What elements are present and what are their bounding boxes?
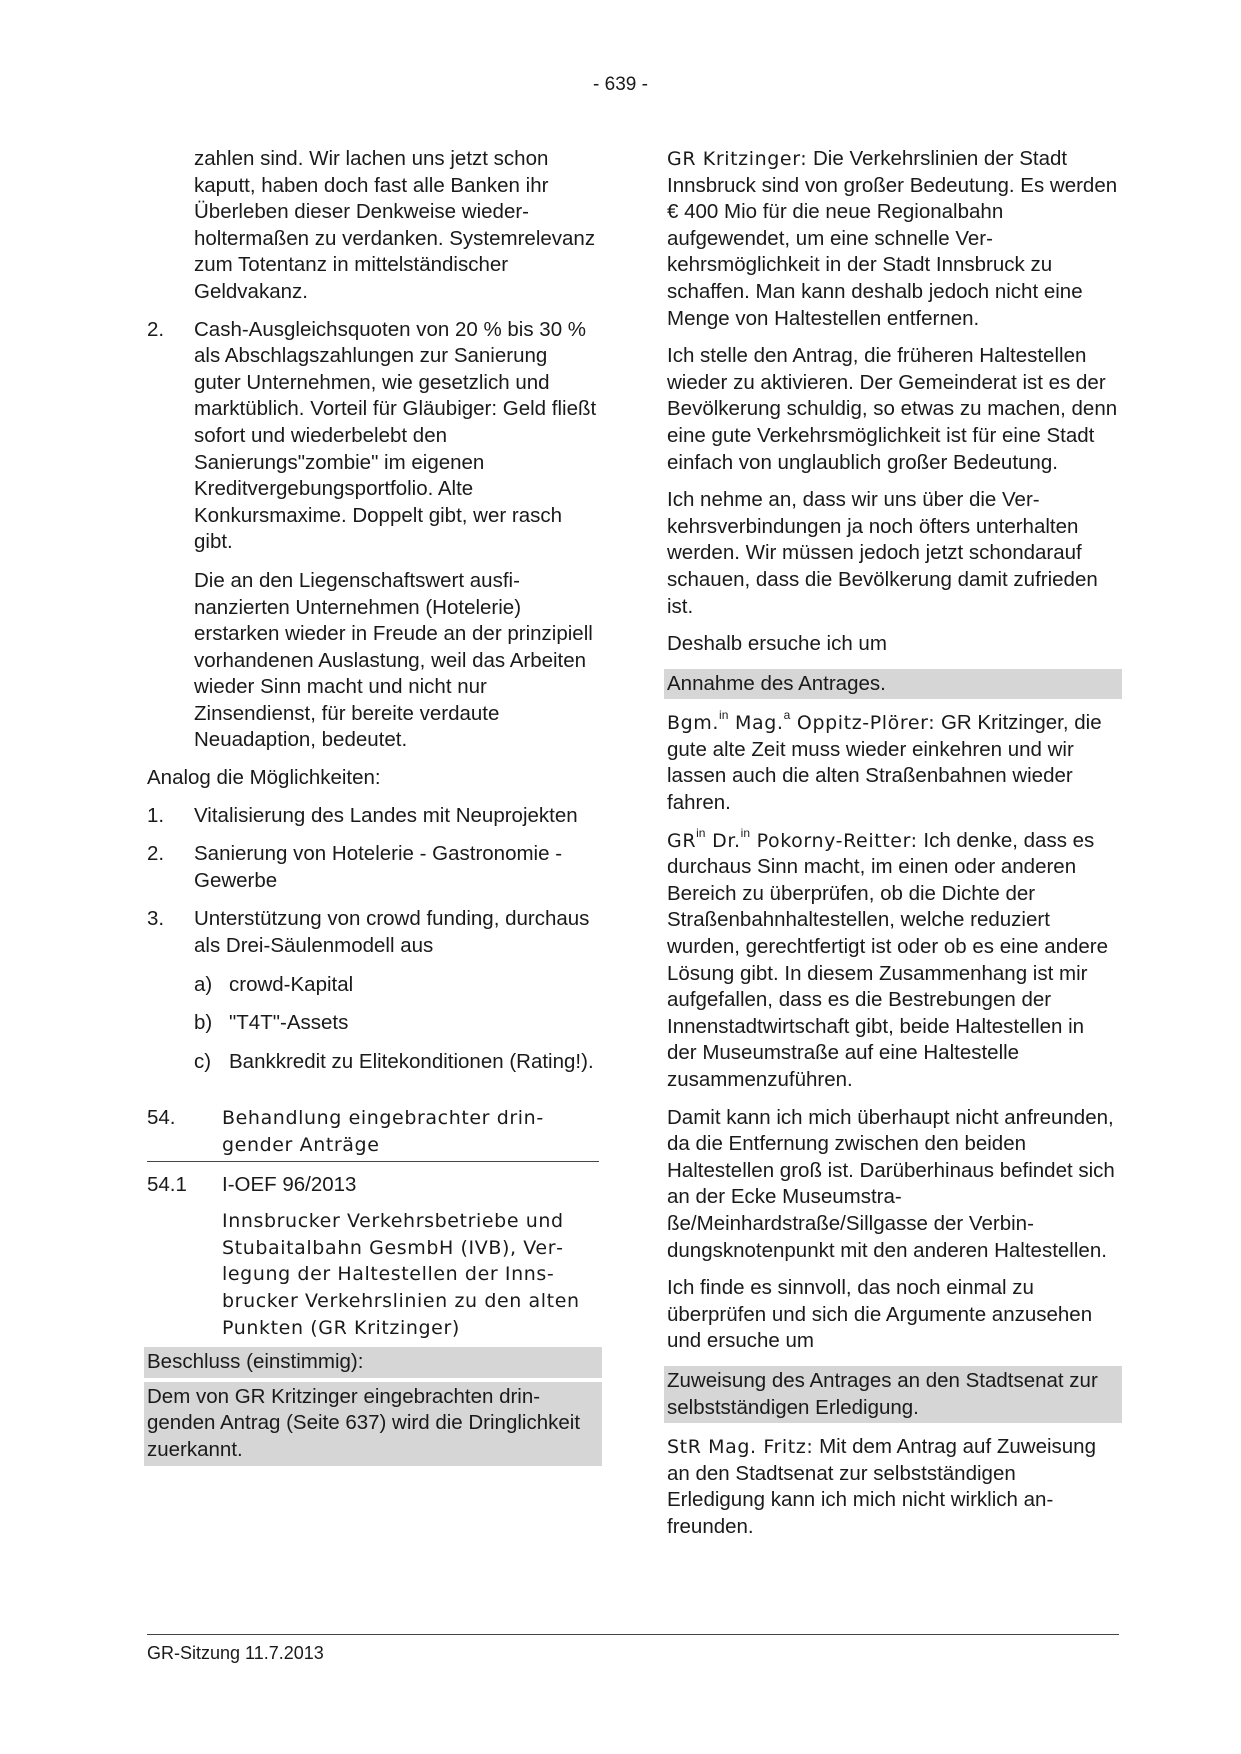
speech-paragraph [667,1434,1119,1540]
list-text: Unterstützung von crowd funding, durchaus als Drei-Säulenmodell aus [194,907,590,958]
sublist-item [194,972,599,999]
paragraph: Deshalb ersuche ich um [667,632,887,656]
motion-highlight: Zuweisung des Antrages an den Stadtsenat zur selbstständigen Erledigung. [664,1366,1122,1423]
sublist-text: crowd-Kapital [229,972,354,996]
speech-text: Ich denke, dass es durchaus Sinn macht, im einen oder anderen Bereich zu überprüfen, ob die Dichte der Straßenbahnhaltestellen, welche reduziert wurden, gerechtfertigt ist oder ob es eine andere Lösung gibt. In diesem Zusammenhang ist mir aufgefallen, dass es die Bestrebungen der Innenstadtwirtschaft gibt, beide Haltestellen in der Museumstraße auf eine Haltestelle zusammenzuführen. [667,828,1109,1091]
superscript: in [696,825,706,840]
speech-text: GR Kritzinger, die gute alte Zeit muss wieder einkehren und wir lassen auch die alten Straßenbahnen wieder fahren. [667,711,1102,815]
sublist-item [194,1010,599,1037]
decision-label: Beschluss (einstimmig): [144,1347,602,1378]
superscript: in [719,708,729,723]
subsection-number: 54.1 [147,1172,187,1196]
subsection-title: Innsbrucker Verkehrsbetriebe und Stubaitalbahn GesmbH (IVB), Verlegung der Haltestellen der Innsbrucker Verkehrslinien zu den alten Punkten (GR Kritzinger) [222,1210,580,1339]
section-number: 54. [147,1106,176,1130]
list-item [147,906,599,959]
paragraph: Die an den Liegenschaftswert ausfinanzierten Unternehmen (Hotelerie) erstarken wieder in Freude an der prinzipiell vorhandenen Auslastung, weil das Arbeiten wieder Sinn macht und nicht nur Zinsendienst, für bereite verdaute Neuadaption, bedeutet. [194,568,593,752]
list-number: 2. [147,317,165,341]
speech-text: Die Verkehrslinien der Stadt Innsbruck sind von großer Bedeutung. Es werden € 400 Mio für die neue Regionalbahn aufgewendet, um eine schnelle Verkehrsmöglichkeit in der Stadt Innsbruck zu schaffen. Man kann deshalb jedoch nicht eine Menge von Haltestellen entfernen. [667,147,1118,330]
paragraph: Ich finde es sinnvoll, das noch einmal zu überprüfen und sich die Argumente anzusehen und ersuche um [667,1276,1093,1353]
list-text: Vitalisierung des Landes mit Neuprojekten [194,803,578,827]
left-column [147,146,599,1466]
sublist-item [194,1049,599,1076]
paragraph: Damit kann ich mich überhaupt nicht anfreunden, da die Entfernung zwischen den beiden Haltestellen groß ist. Darüberhinaus befindet sich an der Ecke Museumstraße/Meinhardstraße/Sillgasse der Verbindungsknotenpunkt mit den anderen Haltestellen. [667,1105,1115,1262]
sublist-text: "T4T"-Assets [229,1011,349,1035]
footer-divider [147,1634,1119,1635]
list-text: Cash-Ausgleichsquoten von 20 % bis 30 % als Abschlagszahlungen zur Sanierung guter Unternehmen, wie gesetzlich und marktüblich. Vorteil für Gläubiger: Geld fließt sofort und wiederbelebt den Sanierungs"zombie" im eigenen Kreditvergebungsportfolio. Alte Konkursmaxime. Doppelt gibt, wer rasch gibt. [194,317,597,554]
paragraph: Ich nehme an, dass wir uns über die Verkehrsverbindungen ja noch öfters unterhalten werden. Wir müssen jedoch jetzt schondarauf schauen, dass die Bevölkerung damit zufrieden ist. [667,488,1098,618]
speaker-title: Dr. [705,829,741,852]
speech-paragraph [667,710,1119,816]
footer-text: GR-Sitzung 11.7.2013 [147,1643,324,1663]
paragraph: Ich stelle den Antrag, die früheren Haltestellen wieder zu aktivieren. Der Gemeinderat ist es der Bevölkerung schuldig, so etwas zu machen, denn eine gute Verkehrsmöglichkeit ist für eine Stadt einfach von unglaublich großer Bedeutung. [667,344,1118,474]
speech-paragraph [667,825,1119,1094]
list-item [147,841,599,894]
speaker-name: GR Kritzinger: [667,148,808,170]
speaker-name: StR Mag. Fritz: [667,1436,814,1459]
list-number: 2. [147,842,165,866]
list-text: Sanierung von Hotelerie - Gastronomie - Gewerbe [194,842,563,892]
superscript: a [783,708,791,723]
speaker-title: Mag. [728,712,784,735]
sublist-letter: a) [194,972,213,996]
motion-highlight: Annahme des Antrages. [664,669,1122,700]
speaker-title: GR [667,829,697,852]
subsection [147,1172,599,1199]
speaker-name: Oppitz-Plörer: [790,712,936,735]
superscript: in [740,825,750,840]
right-column [667,146,1119,1541]
list-number: 1. [147,803,165,827]
list-item [147,803,599,830]
section-heading [147,1105,599,1161]
speech-paragraph [667,146,1119,332]
speaker-name: Pokorny-Reitter: [750,829,918,852]
page-number: - 639 - [593,74,648,95]
list-number: 3. [147,907,165,931]
speaker-title: Bgm. [667,712,720,735]
sublist-letter: b) [194,1011,213,1035]
list-item [147,317,599,556]
paragraph: Analog die Möglichkeiten: [147,766,381,790]
sublist-letter: c) [194,1049,212,1073]
speech-text: Mit dem Antrag auf Zuweisung an den Stadtsenat zur selbstständigen Erledigung kann ich mich nicht wirklich anfreunden. [667,1435,1096,1538]
sublist-text: Bankkredit zu Elitekonditionen (Rating!). [229,1049,594,1073]
decision-text: Dem von GR Kritzinger eingebrachten dringenden Antrag (Seite 637) wird die Dringlichkeit zuerkannt. [144,1382,602,1466]
section-title: Behandlung eingebrachter dringender Anträge [222,1107,544,1156]
subsection-code: I-OEF 96/2013 [222,1172,357,1196]
paragraph: zahlen sind. Wir lachen uns jetzt schon kaputt, haben doch fast alle Banken ihr Überleben dieser Denkweise wiederholtermaßen zu verdanken. Systemrelevanz zum Totentanz in mittelständischer Geldvakanz. [194,147,596,303]
